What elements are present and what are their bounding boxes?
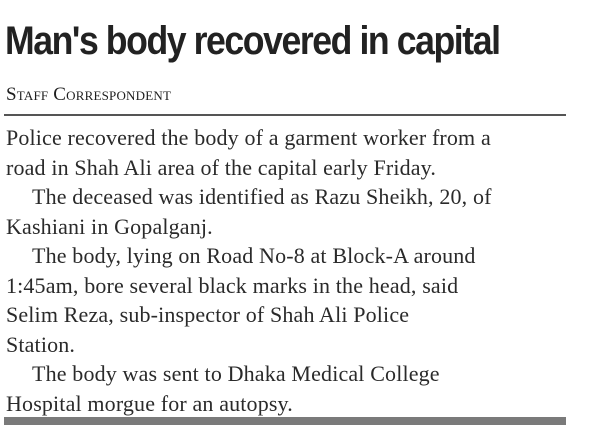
paragraph-4 xyxy=(6,359,566,418)
paragraph-2 xyxy=(6,182,566,241)
article-body xyxy=(6,123,566,418)
body-line: Station. xyxy=(6,331,76,357)
paragraph-1 xyxy=(6,123,566,182)
body-line: 1:45am, bore several black marks in the head, said xyxy=(6,272,459,298)
body-line: Kashiani in Gopalganj. xyxy=(6,213,213,239)
bottom-divider xyxy=(4,417,566,425)
body-line: road in Shah Ali area of the capital early Friday. xyxy=(6,154,437,180)
body-line: The body was sent to Dhaka Medical College xyxy=(32,361,440,386)
body-line: Police recovered the body of a garment worker from a xyxy=(6,125,491,150)
paragraph-3 xyxy=(6,241,566,359)
byline: Staff Correspondent xyxy=(6,84,172,105)
body-line: Selim Reza, sub-inspector of Shah Ali Police xyxy=(6,302,410,327)
body-line: The body, lying on Road No-8 at Block-A around xyxy=(32,243,476,268)
top-divider xyxy=(4,114,566,116)
body-line: The deceased was identified as Razu Sheikh, 20, of xyxy=(32,184,492,209)
headline: Man's body recovered in capital xyxy=(5,19,500,63)
body-line: Hospital morgue for an autopsy. xyxy=(6,390,293,416)
